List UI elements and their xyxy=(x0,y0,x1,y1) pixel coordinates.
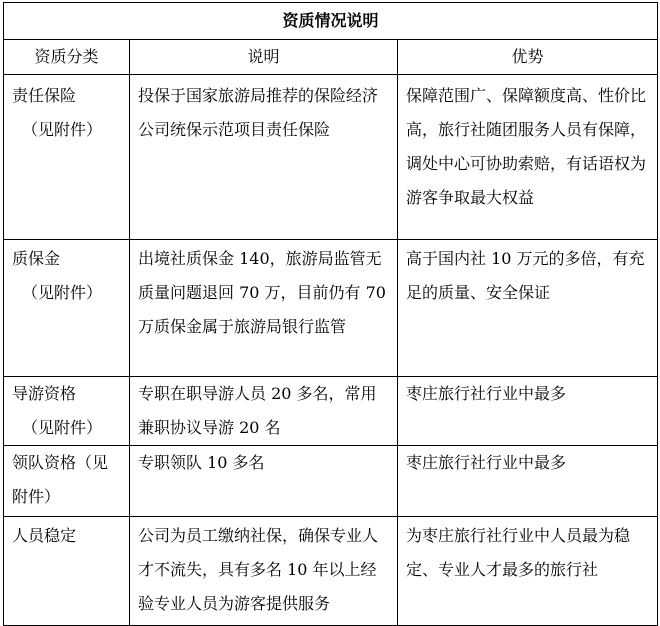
qualification-table xyxy=(3,2,658,626)
advantage-cell: 保障范围广、保障额度高、性价比高，旅行社随团服务人员有保障，调处中心可协助索赔，有话语权为游客争取最大权益 xyxy=(398,75,658,240)
advantage-cell: 枣庄旅行社行业中最多 xyxy=(398,446,658,517)
category-note: （见附件） xyxy=(22,120,103,139)
category-note: （见附件） xyxy=(22,418,103,437)
advantage-cell: 枣庄旅行社行业中最多 xyxy=(398,377,658,446)
category-cell xyxy=(4,517,130,626)
description-cell: 专职在职导游人员 20 多名，常用兼职协议导游 20 名 xyxy=(130,377,398,446)
description-cell: 专职领队 10 多名 xyxy=(130,446,398,517)
category-cell xyxy=(4,75,130,240)
table-title: 资质情况说明 xyxy=(4,3,658,40)
table-row xyxy=(4,517,658,626)
category-cell xyxy=(4,446,130,517)
table-row xyxy=(4,240,658,377)
header-category: 资质分类 xyxy=(4,40,130,75)
table-title-row xyxy=(4,3,658,40)
advantage-cell: 为枣庄旅行社行业中人员最为稳定、专业人才最多的旅行社 xyxy=(398,517,658,626)
category-label: 质保金 xyxy=(12,249,61,268)
category-label: 人员稳定 xyxy=(12,526,77,545)
table-row xyxy=(4,446,658,517)
category-cell xyxy=(4,240,130,377)
category-note: （见附件） xyxy=(22,283,103,302)
table-row xyxy=(4,377,658,446)
table-header-row xyxy=(4,40,658,75)
category-label: 责任保险 xyxy=(12,86,77,105)
header-advantage: 优势 xyxy=(398,40,658,75)
description-cell: 公司为员工缴纳社保，确保专业人才不流失，具有多名 10 年以上经验专业人员为游客提供服务 xyxy=(130,517,398,626)
category-label: 领队资格（见附件） xyxy=(12,453,109,506)
table-row xyxy=(4,75,658,240)
advantage-cell: 高于国内社 10 万元的多倍，有充足的质量、安全保证 xyxy=(398,240,658,377)
header-description: 说明 xyxy=(130,40,398,75)
description-cell: 出境社质保金 140，旅游局监管无质量问题退回 70 万，目前仍有 70 万质保金属于旅游局银行监管 xyxy=(130,240,398,377)
category-label: 导游资格 xyxy=(12,384,77,403)
category-cell xyxy=(4,377,130,446)
description-cell: 投保于国家旅游局推荐的保险经济公司统保示范项目责任保险 xyxy=(130,75,398,240)
